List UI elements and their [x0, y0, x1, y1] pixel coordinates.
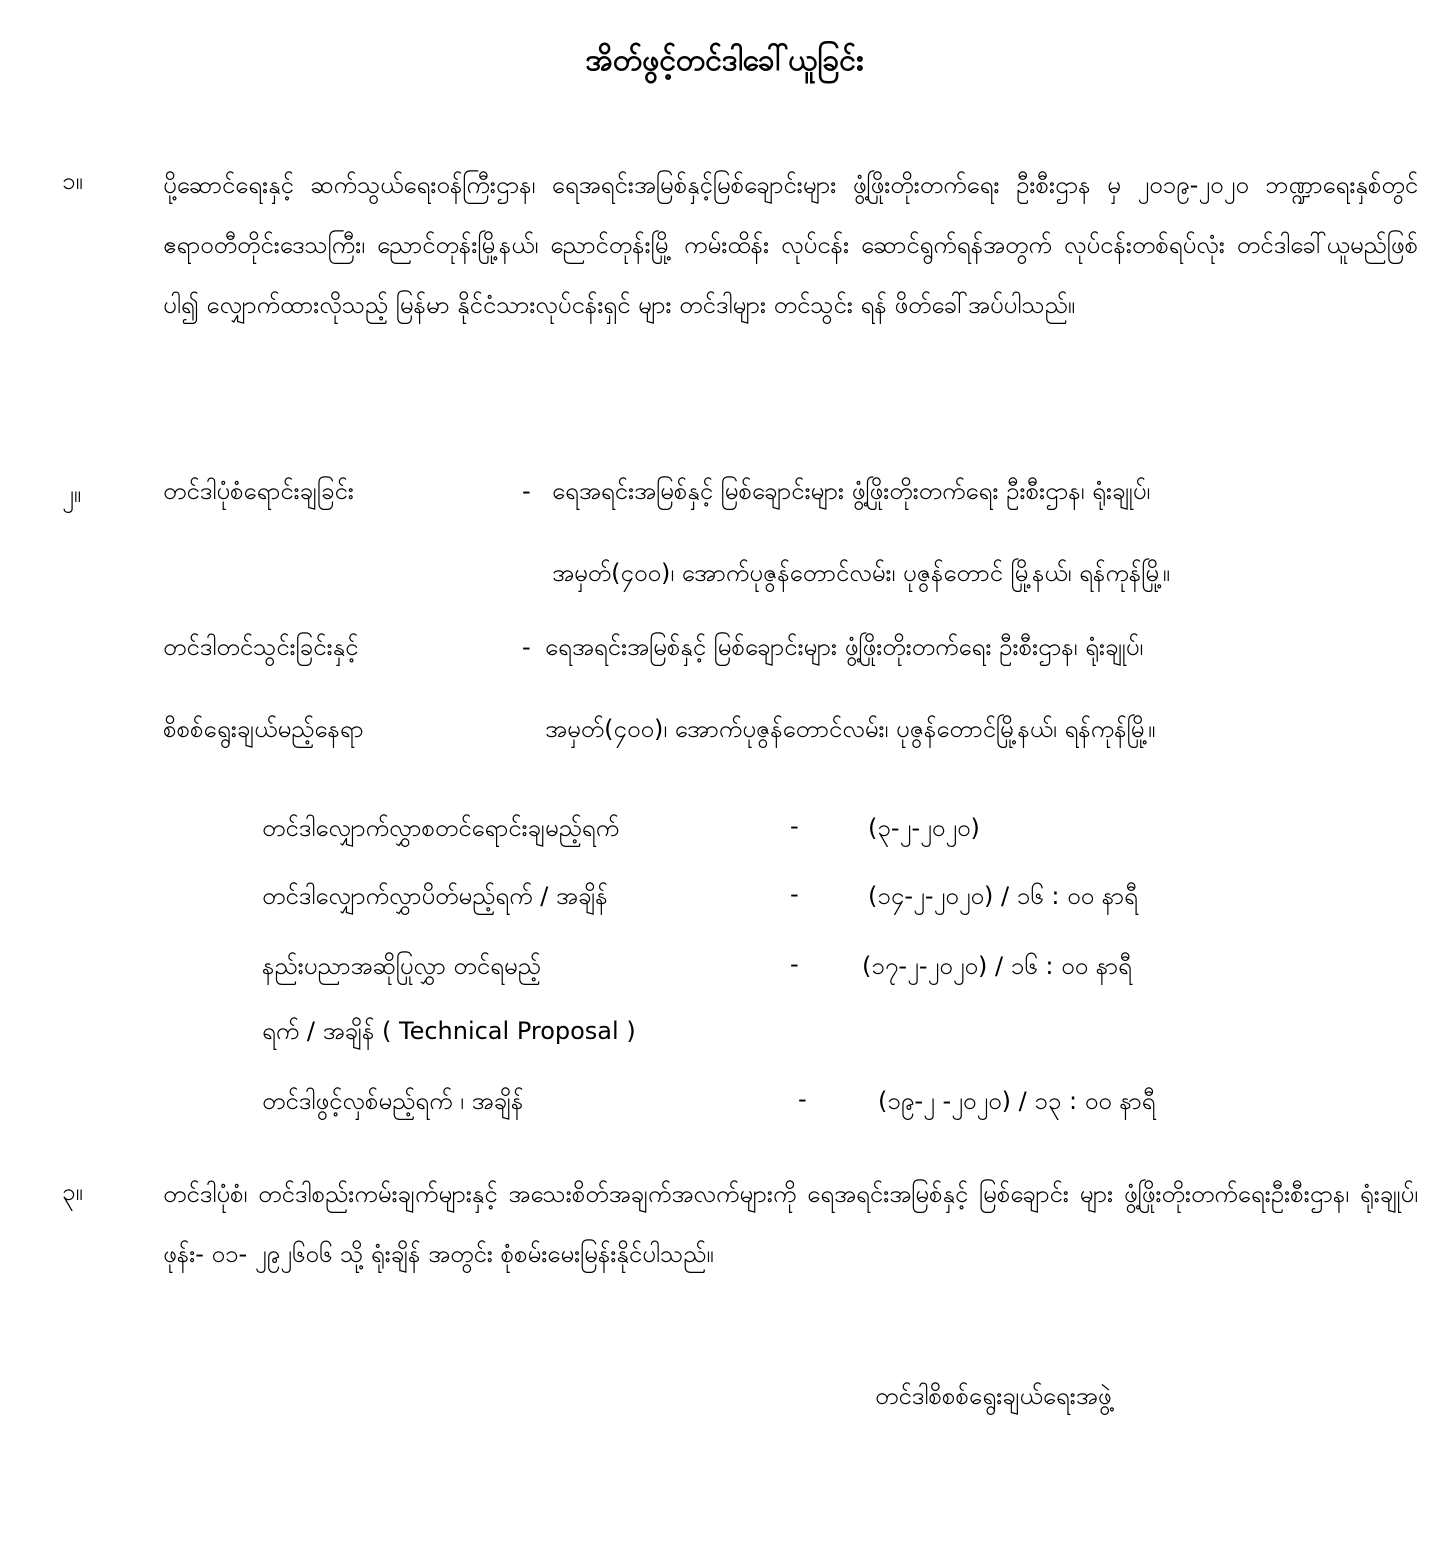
schedule-label: ရက် / အချိန် ( Technical Proposal ) — [262, 1017, 636, 1045]
tender-sale-dash: - — [522, 477, 531, 505]
tender-submit-address-line1: ရေအရင်းအမြစ်နှင့် မြစ်ချောင်းများ ဖွံ့ဖြိုးတိုးတက်ရေး ဦးစီးဌာန၊ ရုံးချုပ်၊ — [545, 633, 1144, 661]
tender-sale-address-line1: ရေအရင်းအမြစ်နှင့် မြစ်ချောင်းများ ဖွံ့ဖြိုးတိုးတက်ရေး ဦးစီးဌာန၊ ရုံးချုပ်၊ — [552, 477, 1151, 505]
section-1-number: ၁။ — [62, 167, 83, 195]
tender-submit-label-line2: စိစစ်ရွေးချယ်မည့်နေရာ — [163, 715, 364, 743]
schedule-value: (၁၇-၂-၂၀၂၀) / ၁၆ : ၀၀ နာရီ — [862, 952, 1132, 980]
schedule-label: နည်းပညာအဆိုပြုလွှာ တင်ရမည့် — [262, 952, 541, 980]
schedule-label: တင်ဒါလျှောက်လွှာပိတ်မည့်ရက် / အချိန် — [262, 882, 608, 910]
tender-submit-label-line1: တင်ဒါတင်သွင်းခြင်းနှင့် — [163, 633, 359, 661]
section-3-text: တင်ဒါပုံစံ၊ တင်ဒါစည်းကမ်းချက်များနှင့် အသေးစိတ်အချက်အလက်များကို ရေအရင်းအမြစ်နှင့် မြစ်ချောင်း များ ဖွံ့ဖြိုးတိုးတက်ရေးဦးစီးဌာန၊ ရုံးချုပ်၊ ဖုန်း- ၀၁- ၂၉၂၆၀၆ သို့ ရုံးချိန် အတွင်း စုံစမ်းမေးမြန်းနိုင်ပါသည်။ — [163, 1180, 1418, 1268]
schedule-dash: - — [798, 1085, 807, 1113]
page-title: အိတ်ဖွင့်တင်ဒါခေါ်ယူခြင်း — [585, 43, 864, 78]
tender-submit-dash: - — [522, 633, 531, 661]
schedule-label: တင်ဒါဖွင့်လှစ်မည့်ရက် ၊ အချိန် — [262, 1087, 524, 1115]
section-3-number: ၃။ — [62, 1178, 83, 1206]
tender-sale-label: တင်ဒါပုံစံရောင်းချခြင်း — [163, 477, 354, 505]
signature-committee: တင်ဒါစိစစ်ရွေးချယ်ရေးအဖွဲ့ — [875, 1382, 1112, 1410]
tender-sale-address-line2: အမှတ်(၄၀၀)၊ အောက်ပုဇွန်တောင်လမ်း၊ ပုဇွန်တောင် မြို့နယ်၊ ရန်ကုန်မြို့။ — [552, 559, 1170, 587]
schedule-value: (၃-၂-၂၀၂၀) — [868, 814, 980, 842]
schedule-value: (၁၄-၂-၂၀၂၀) / ၁၆ : ၀၀ နာရီ — [868, 882, 1138, 910]
schedule-label: တင်ဒါလျှောက်လွှာစတင်ရောင်းချမည့်ရက် — [262, 814, 620, 842]
section-1-text: ပို့ဆောင်ရေးနှင့် ဆက်သွယ်ရေးဝန်ကြီးဌာန၊ ရေအရင်းအမြစ်နှင့်မြစ်ချောင်းများ ဖွံ့ဖြိုးတိုးတက်ရေး ဦးစီးဌာန မှ ၂၀၁၉-၂၀၂၀ ဘဏ္ဍာရေးနှစ်တွင် ဧရာဝတီတိုင်းဒေသကြီး၊ ညောင်တုန်းမြို့နယ်၊ ညောင်တုန်းမြို့ ကမ်းထိန်း လုပ်ငန်း ဆောင်ရွက်ရန်အတွက် လုပ်ငန်းတစ်ရပ်လုံး တင်ဒါခေါ်ယူမည်ဖြစ်ပါ၍ လျှောက်ထားလိုသည့် မြန်မာ နိုင်ငံသားလုပ်ငန်းရှင် များ တင်ဒါများ တင်သွင်း ရန် ဖိတ်ခေါ်အပ်ပါသည်။ — [163, 171, 1418, 319]
schedule-dash: - — [790, 950, 799, 978]
schedule-dash: - — [790, 880, 799, 908]
schedule-dash: - — [790, 812, 799, 840]
section-2-number: ၂။ — [62, 480, 82, 508]
tender-submit-address-line2: အမှတ်(၄၀၀)၊ အောက်ပုဇွန်တောင်လမ်း၊ ပုဇွန်တောင်မြို့နယ်၊ ရန်ကုန်မြို့။ — [545, 715, 1156, 743]
schedule-value: (၁၉-၂ -၂၀၂၀) / ၁၃ : ၀၀ နာရီ — [878, 1087, 1156, 1115]
